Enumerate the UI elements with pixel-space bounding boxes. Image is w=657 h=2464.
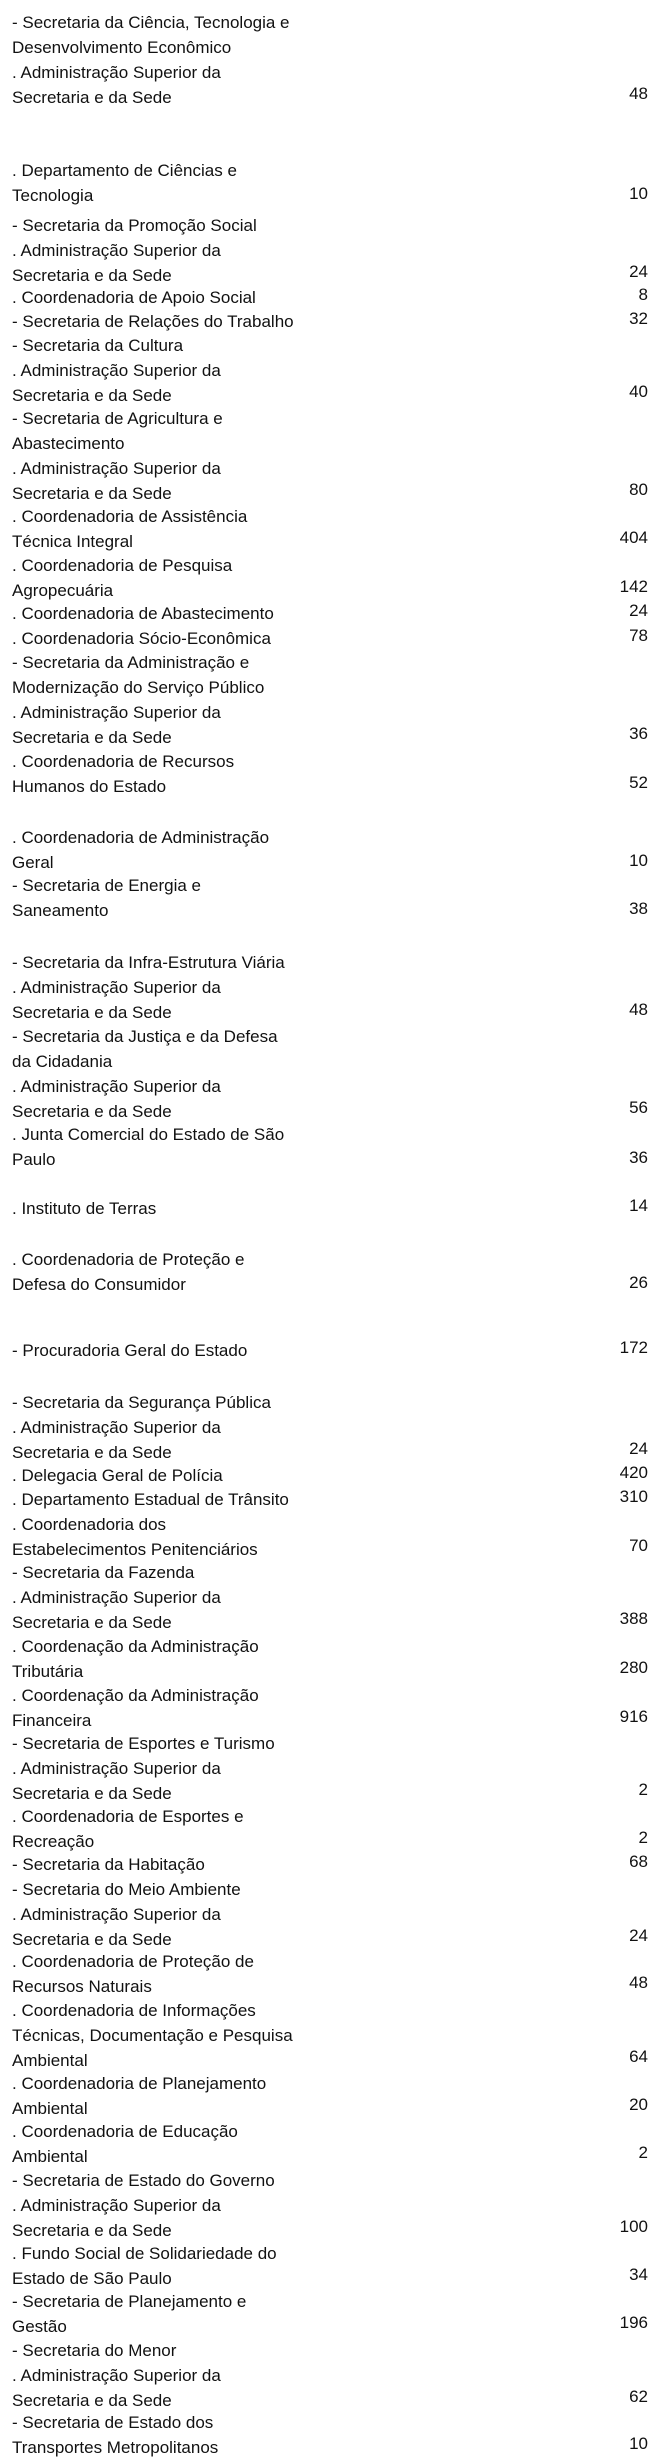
item-text: - Secretaria de Estado do Governo . Administração Superior da Secretaria e da Sede: [12, 2171, 275, 2240]
item-value: 388: [619, 1609, 648, 1628]
item-value: 916: [619, 1707, 648, 1726]
item-value: 10: [629, 851, 648, 870]
item-value: 100: [619, 2217, 648, 2236]
item-text: - Secretaria da Segurança Pública . Administração Superior da Secretaria e da Sede: [12, 1393, 271, 1462]
item-text: - Secretaria de Esportes e Turismo . Administração Superior da Secretaria e da Sede: [12, 1734, 275, 1803]
item-text: . Coordenação da Administração Tributária: [12, 1637, 259, 1681]
item-text: . Departamento Estadual de Trânsito: [12, 1490, 289, 1509]
item-text: . Instituto de Terras: [12, 1199, 157, 1218]
item-text: - Secretaria de Estado dos Transportes Metropolitanos: [12, 2413, 219, 2457]
item-value: 24: [629, 1439, 648, 1458]
item-value: 404: [619, 528, 648, 547]
item-value: 24: [629, 1926, 648, 1945]
item-value: 40: [629, 382, 648, 401]
item-text: . Coordenadoria de Pesquisa Agropecuária: [12, 556, 233, 600]
item-text: . Coordenadoria de Abastecimento: [12, 604, 274, 623]
item-value: 24: [629, 262, 648, 281]
item-text: - Secretaria da Administração e Modernização do Serviço Público . Administração Superior da Secretaria e da Sede: [12, 653, 265, 747]
item-value: 32: [629, 309, 648, 328]
item-text: - Secretaria da Infra-Estrutura Viária . Administração Superior da Secretaria e da Sede: [12, 953, 285, 1022]
item-text: - Secretaria de Relações do Trabalho: [12, 312, 294, 331]
item-text: . Coordenadoria de Administração Geral: [12, 828, 270, 872]
item-value: 36: [629, 1148, 648, 1167]
item-text: . Coordenadoria de Apoio Social: [12, 288, 256, 307]
item-text: - Secretaria do Meio Ambiente . Administração Superior da Secretaria e da Sede: [12, 1880, 241, 1949]
item-value: 2: [638, 2143, 648, 2162]
item-value: 48: [629, 1000, 648, 1019]
item-value: 2: [638, 1828, 648, 1847]
item-text: . Delegacia Geral de Polícia: [12, 1466, 223, 1485]
item-text: . Coordenadoria de Assistência Técnica Integral: [12, 507, 248, 551]
item-value: 34: [629, 2265, 648, 2284]
item-value: 52: [629, 773, 648, 792]
item-text: - Secretaria de Agricultura e Abastecimento . Administração Superior da Secretaria e da Sede: [12, 409, 223, 503]
item-text: . Coordenadoria de Recursos Humanos do Estado: [12, 752, 235, 796]
item-text: . Coordenadoria de Planejamento Ambiental: [12, 2074, 267, 2118]
item-text: . Coordenadoria de Proteção e Defesa do Consumidor: [12, 1250, 245, 1294]
item-text: - Secretaria da Fazenda . Administração Superior da Secretaria e da Sede: [12, 1563, 221, 1632]
item-text: - Secretaria de Energia e Saneamento: [12, 876, 201, 920]
item-text: - Secretaria do Menor . Administração Superior da Secretaria e da Sede: [12, 2341, 221, 2410]
item-text: . Coordenadoria de Proteção de Recursos Naturais: [12, 1952, 254, 1996]
item-text: . Coordenação da Administração Financeira: [12, 1686, 259, 1730]
item-value: 70: [629, 1536, 648, 1555]
item-text: - Secretaria da Justiça e da Defesa da Cidadania . Administração Superior da Secretaria e da Sede: [12, 1027, 278, 1121]
item-value: 20: [629, 2095, 648, 2114]
item-text: . Coordenadoria de Esportes e Recreação: [12, 1807, 244, 1851]
item-text: . Junta Comercial do Estado de São Paulo: [12, 1125, 285, 1169]
item-text: - Secretaria da Habitação: [12, 1855, 205, 1874]
item-value: 8: [638, 285, 648, 304]
item-value: 2: [638, 1780, 648, 1799]
item-value: 10: [629, 2434, 648, 2453]
item-value: 48: [629, 84, 648, 103]
item-value: 24: [629, 601, 648, 620]
item-value: 36: [629, 724, 648, 743]
item-text: . Coordenadoria de Educação Ambiental: [12, 2122, 238, 2166]
item-text: . Fundo Social de Solidariedade do Estado de São Paulo: [12, 2244, 277, 2288]
item-value: 48: [629, 1973, 648, 1992]
item-value: 172: [619, 1338, 648, 1357]
item-value: 10: [629, 184, 648, 203]
item-value: 80: [629, 480, 648, 499]
item-text: - Secretaria da Ciência, Tecnologia e Desenvolvimento Econômico . Administração Superior da Secretaria e da Sede: [12, 13, 290, 107]
item-text: . Coordenadoria dos Estabelecimentos Penitenciários: [12, 1515, 258, 1559]
item-text: . Departamento de Ciências e Tecnologia: [12, 161, 237, 205]
item-value: 38: [629, 899, 648, 918]
item-value: 420: [619, 1463, 648, 1482]
item-value: 56: [629, 1098, 648, 1117]
item-text: - Secretaria da Cultura . Administração Superior da Secretaria e da Sede: [12, 336, 221, 405]
item-value: 196: [619, 2313, 648, 2332]
item-text: - Secretaria da Promoção Social . Administração Superior da Secretaria e da Sede: [12, 216, 257, 285]
item-text: . Coordenadoria de Informações Técnicas, Documentação e Pesquisa Ambiental: [12, 2001, 293, 2070]
item-value: 68: [629, 1852, 648, 1871]
item-text: - Secretaria de Planejamento e Gestão: [12, 2292, 247, 2336]
item-value: 64: [629, 2047, 648, 2066]
item-value: 26: [629, 1273, 648, 1292]
item-value: 62: [629, 2387, 648, 2406]
item-value: 14: [629, 1196, 648, 1215]
item-text: . Coordenadoria Sócio-Econômica: [12, 629, 271, 648]
item-text: - Procuradoria Geral do Estado: [12, 1341, 248, 1360]
item-value: 280: [619, 1658, 648, 1677]
item-value: 78: [629, 626, 648, 645]
item-value: 142: [619, 577, 648, 596]
item-value: 310: [619, 1487, 648, 1506]
